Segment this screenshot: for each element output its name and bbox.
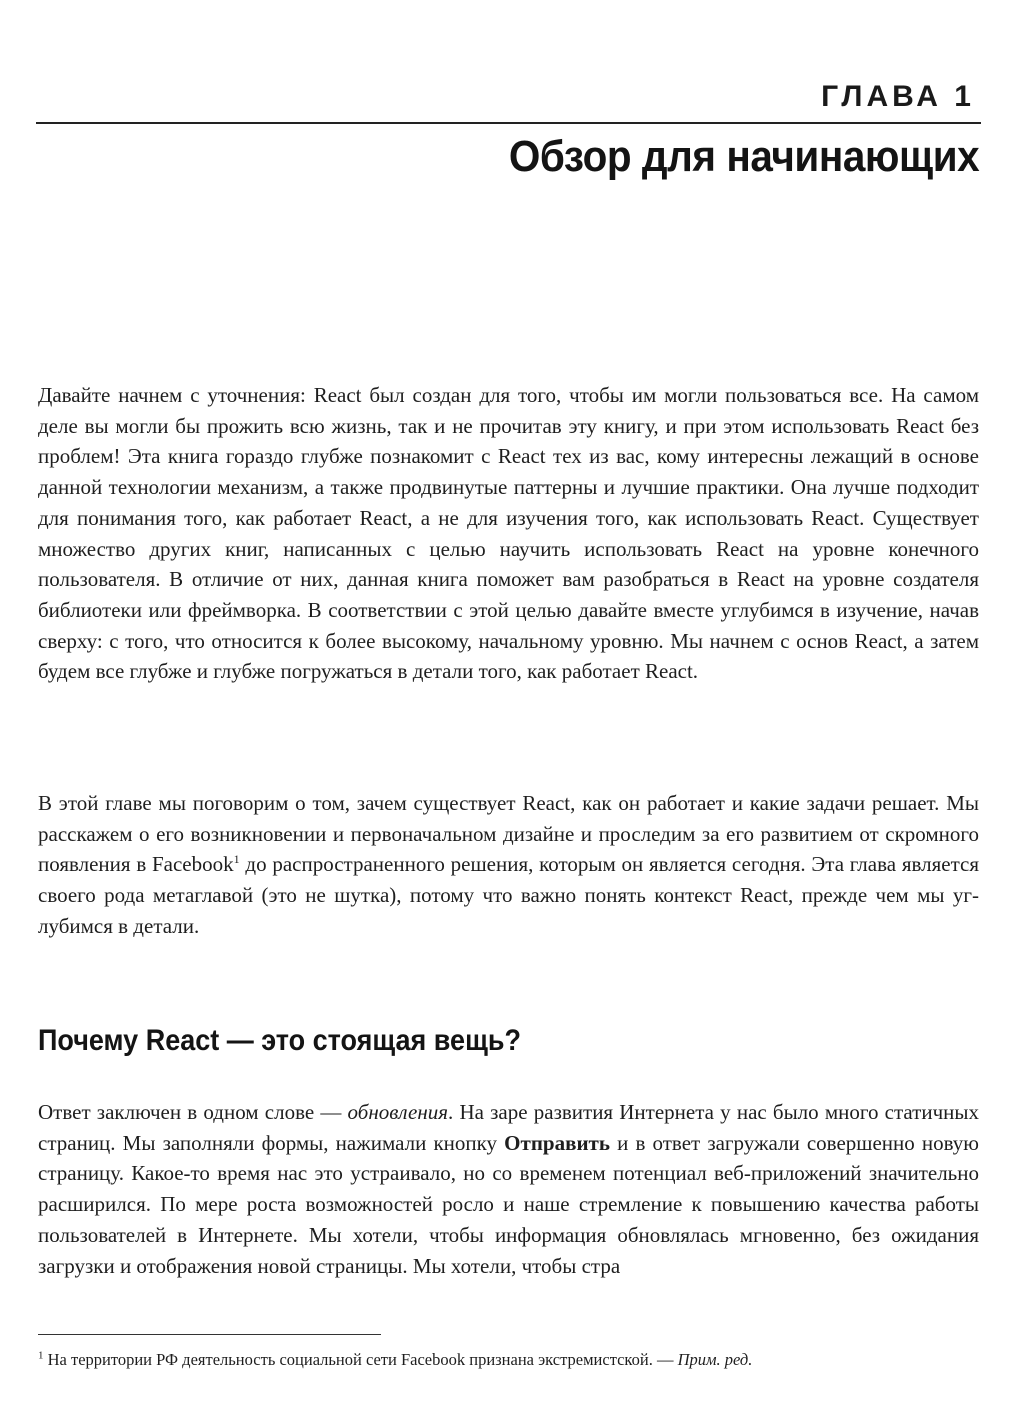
submit-button-name: Отправить <box>504 1130 610 1155</box>
chapter-divider <box>36 122 981 124</box>
intro-paragraph <box>38 380 979 687</box>
chapter-scope-paragraph <box>38 788 979 942</box>
footnote-editor-note: Прим. ред. <box>677 1350 753 1369</box>
chapter-label: ГЛАВА 1 <box>821 80 975 113</box>
chapter-scope-text-before-ref: В этой главе мы поговорим о том, зачем существует React, как он работает и какие задачи решает. Мы расскажем о его возникновении и первоначальном дизайне и проследим за его развитием от скромного появления в Facebook <box>38 791 979 877</box>
footnote-reference[interactable]: 1 <box>233 852 240 867</box>
updates-text-part3: и в ответ загружали совершенно новую страницу. Какое-то время нас это устраивало, но со временем потенциал веб-приложений значительно расширился. По мере роста возможностей росло и наше стремление к повышению качества работы пользователей в Интернете. Мы хотели, чтобы информация обновлялась мгновенно, без ожидания загрузки и отображения новой страницы. Мы хотели, чтобы стра <box>38 1130 979 1278</box>
chapter-scope-paragraph-text <box>38 788 979 942</box>
footnote-mark: 1 <box>38 1349 44 1362</box>
footnote-text: На территории РФ деятельность социальной сети Facebook признана экстремистской. — <box>43 1350 678 1369</box>
footnote-divider <box>38 1334 381 1335</box>
footnote <box>38 1349 979 1371</box>
updates-paragraph <box>38 1097 979 1281</box>
chapter-scope-text-after-ref: до распространенного решения, которым он является сегодня. Эта глава является своего рода метаглавой (это не шутка), потому что важно понять контекст React, прежде чем мы углубимся в детали. <box>38 852 979 938</box>
chapter-title: Обзор для начинающих <box>508 132 979 181</box>
updates-text-part2: . На заре развития Интернета у нас было много статичных страниц. Мы заполняли формы, нажимали кнопку <box>38 1100 979 1155</box>
updates-text-part1: Ответ заключен в одном слове — <box>38 1100 348 1124</box>
updates-paragraph-text <box>38 1097 979 1281</box>
section-heading: Почему React — это стоящая вещь? <box>38 1024 521 1057</box>
updates-emphasis: обновления <box>347 1100 449 1124</box>
intro-paragraph-text: Давайте начнем с уточнения: React был создан для того, чтобы им могли пользоваться все. На самом деле вы могли бы прожить всю жизнь, так и не прочитав эту книгу, и при этом использовать React без проблем! Эта книга гораздо глубже познакомит с React тех из вас, кому интересны лежащий в основе данной технологии механизм, а также продвинутые паттерны и лучшие практики. Она лучше подходит для понимания того, как работает React, а не для изучения того, как использовать React. Существует множество других книг, написанных с целью научить использовать React на уровне конечного пользователя. В отличие от них, данная книга поможет вам разобраться в React на уровне создателя библиотеки или фреймворка. В соответствии с этой целью давайте вместе углубимся в изучение, начав сверху: с того, что относится к более высокому, начальному уровню. Мы начнем с основ React, а затем будем все глубже и глубже погружаться в детали того, как работает React. <box>38 383 979 684</box>
